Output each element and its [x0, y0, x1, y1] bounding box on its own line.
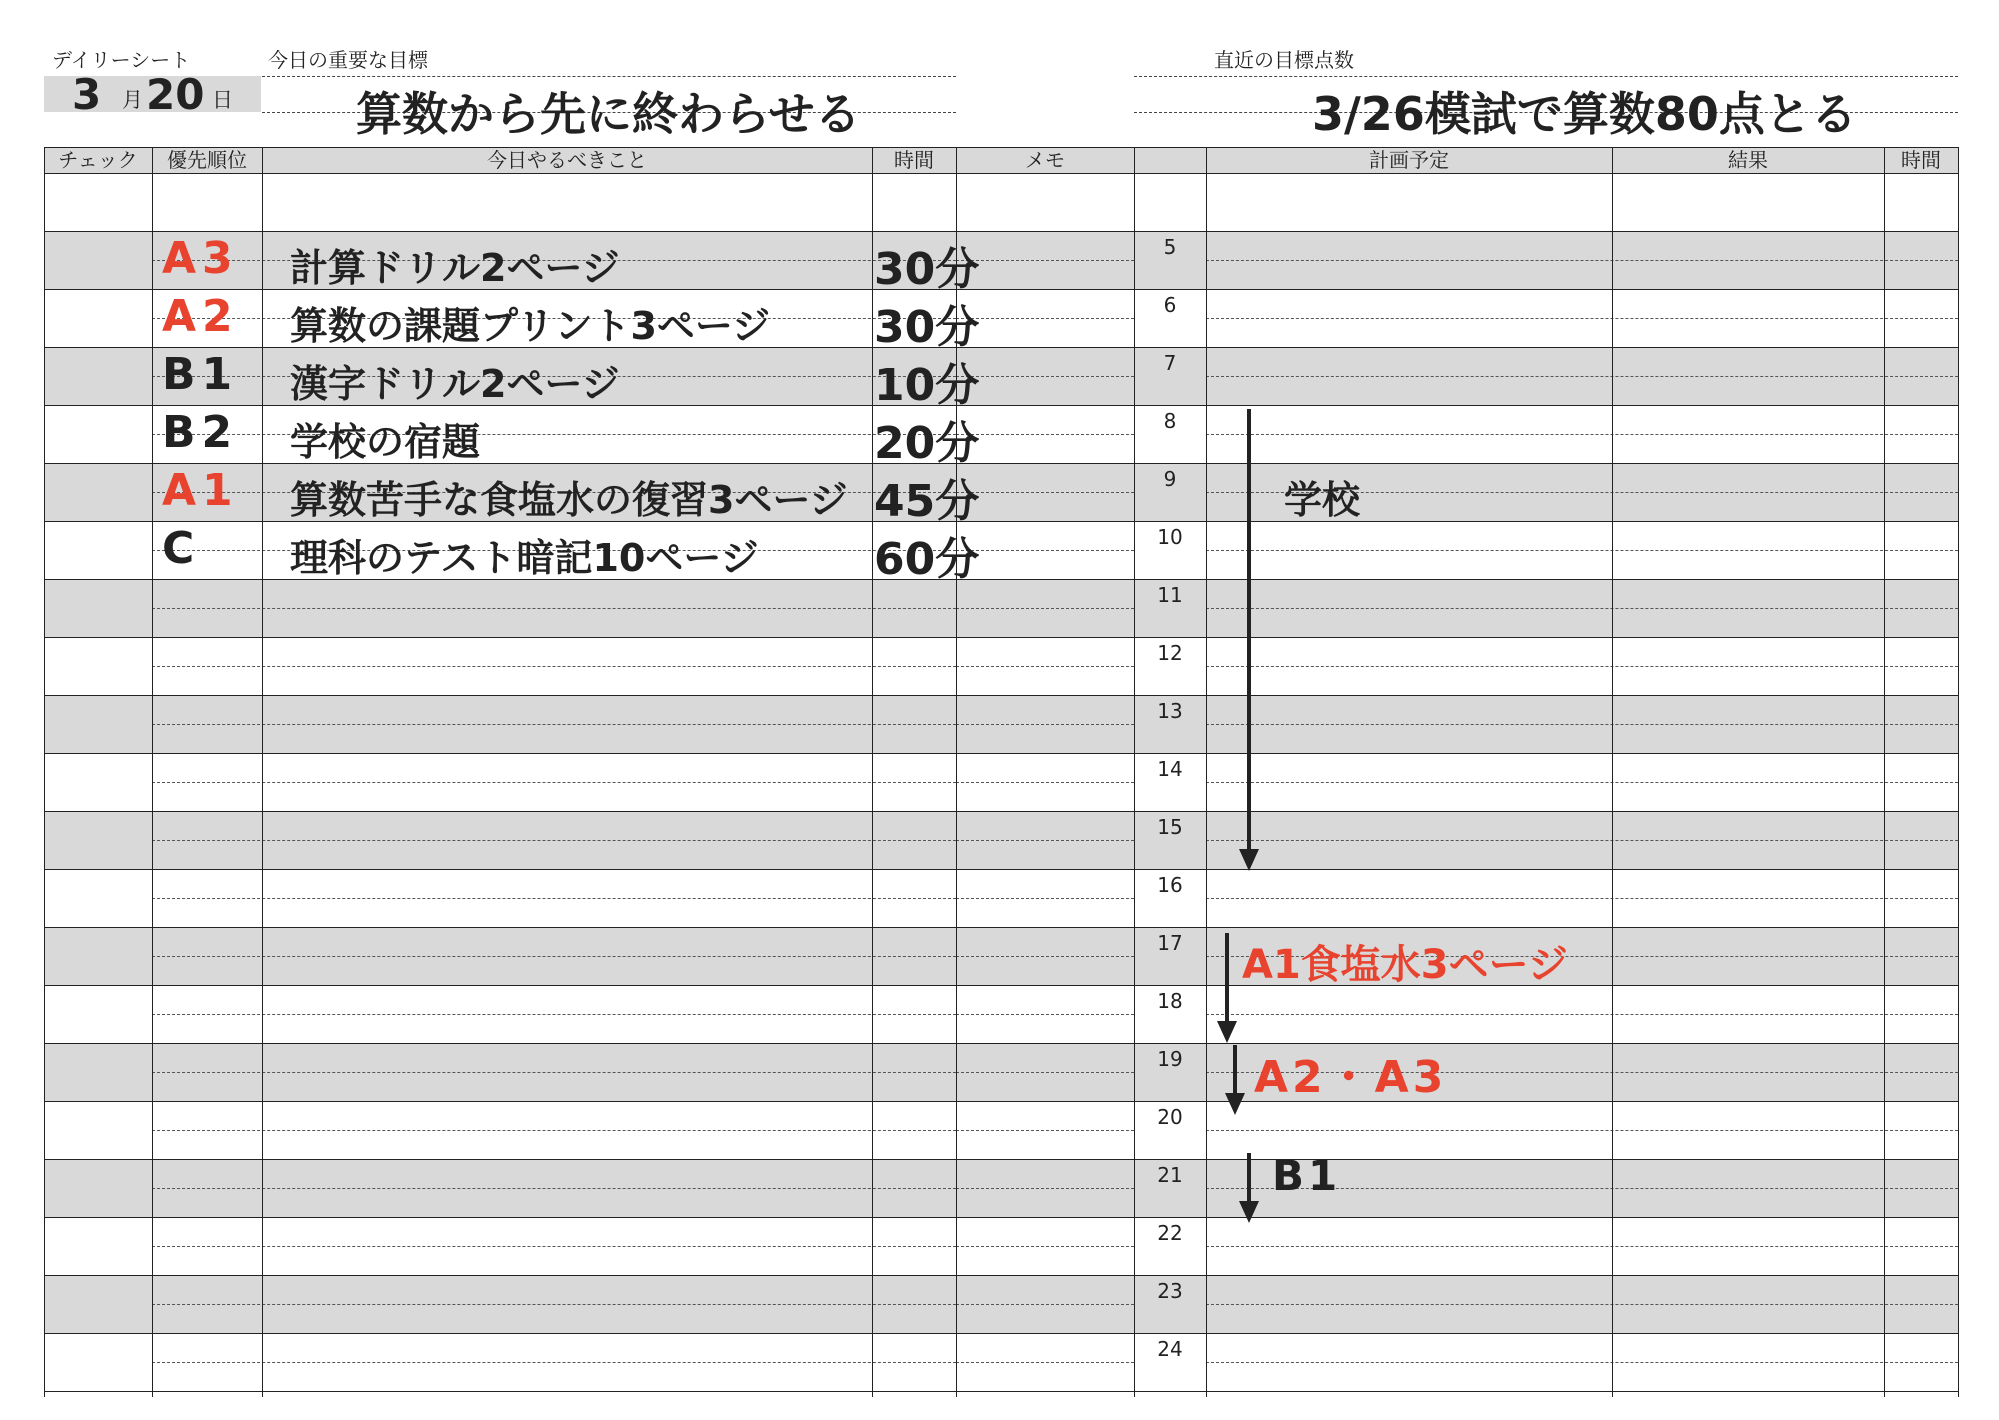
task-priority[interactable]: B1 [162, 349, 239, 400]
ruled-line [152, 434, 956, 435]
task-priority[interactable]: A2 [162, 291, 239, 342]
task-time[interactable]: 30分 [874, 244, 980, 295]
ruled-line [1206, 318, 1958, 319]
column-divider [262, 147, 263, 1397]
row-divider [44, 695, 1958, 696]
table-row [44, 173, 1958, 231]
ruled-line [1206, 782, 1958, 783]
sheet-label: デイリーシート [52, 48, 191, 72]
row-divider [44, 1391, 1958, 1392]
ruled-line [956, 260, 1134, 261]
hour-label: 12 [1157, 641, 1183, 665]
ruled-line [1206, 840, 1958, 841]
hour-label: 17 [1157, 931, 1183, 955]
target-text[interactable]: 3/26模試で算数80点とる [1312, 87, 1857, 141]
ruled-line [1206, 1130, 1958, 1131]
hour-label: 10 [1157, 525, 1183, 549]
col-header-todo: 今日やるべきこと [487, 148, 647, 172]
column-divider [1958, 147, 1959, 1397]
column-divider [1884, 147, 1885, 1397]
plan-a1[interactable]: A1食塩水3ページ [1242, 942, 1568, 988]
task-text[interactable]: 理科のテスト暗記10ページ [290, 536, 759, 580]
hour-label: 24 [1157, 1337, 1183, 1361]
col-header-plan: 計画予定 [1369, 148, 1449, 172]
plan-b1[interactable]: B1 [1272, 1151, 1342, 1200]
hour-label: 18 [1157, 989, 1183, 1013]
column-divider [1206, 147, 1207, 1397]
row-divider [44, 1043, 1958, 1044]
task-text[interactable]: 算数の課題プリント3ページ [290, 304, 771, 348]
ruled-line [152, 1246, 956, 1247]
goal-text[interactable]: 算数から先に終わらせる [356, 87, 861, 141]
ruled-line [956, 1362, 1134, 1363]
row-divider [44, 1101, 1958, 1102]
ruled-line [1206, 724, 1958, 725]
ruled-line [152, 840, 956, 841]
ruled-line [152, 898, 956, 899]
task-priority[interactable]: A3 [162, 233, 239, 284]
ruled-line [956, 376, 1134, 377]
ruled-line [1206, 1362, 1958, 1363]
column-divider [1134, 147, 1135, 1397]
row-divider [44, 869, 1958, 870]
ruled-line [1206, 1304, 1958, 1305]
row-divider [44, 231, 1958, 232]
row-divider [44, 753, 1958, 754]
ruled-line [152, 666, 956, 667]
task-time[interactable]: 10分 [874, 360, 980, 411]
column-divider [1612, 147, 1613, 1397]
ruled-line [152, 1362, 956, 1363]
hour-label: 13 [1157, 699, 1183, 723]
b1-arrow [1234, 1153, 1264, 1225]
hour-label: 7 [1163, 351, 1177, 375]
column-divider [44, 147, 45, 1397]
col-header-check: チェック [58, 148, 138, 172]
table-top-border [44, 147, 1958, 148]
target-dotline-top [1134, 76, 1958, 77]
row-divider [44, 927, 1958, 928]
hour-label: 23 [1157, 1279, 1183, 1303]
day-unit: 日 [212, 88, 233, 112]
task-time[interactable]: 60分 [874, 534, 980, 585]
row-divider [44, 1217, 1958, 1218]
ruled-line [152, 1014, 956, 1015]
ruled-line [1206, 550, 1958, 551]
ruled-line [956, 724, 1134, 725]
ruled-line [152, 1188, 956, 1189]
task-time[interactable]: 30分 [874, 302, 980, 353]
ruled-line [1206, 434, 1958, 435]
month-unit: 月 [122, 88, 143, 112]
ruled-line [152, 1130, 956, 1131]
a2a3-arrow [1220, 1045, 1250, 1117]
ruled-line [152, 782, 956, 783]
ruled-line [1206, 1014, 1958, 1015]
ruled-line [152, 956, 956, 957]
ruled-line [956, 1072, 1134, 1073]
ruled-line [956, 1014, 1134, 1015]
ruled-line [956, 782, 1134, 783]
target-label: 直近の目標点数 [1214, 48, 1354, 72]
ruled-line [956, 898, 1134, 899]
month-value[interactable]: 3 [72, 70, 102, 119]
hour-label: 14 [1157, 757, 1183, 781]
task-text[interactable]: 漢字ドリル2ページ [290, 362, 620, 406]
hour-label: 22 [1157, 1221, 1183, 1245]
hour-label: 6 [1163, 293, 1177, 317]
hour-label: 19 [1157, 1047, 1183, 1071]
ruled-line [956, 956, 1134, 957]
a1-arrow [1212, 933, 1242, 1045]
plan-school[interactable]: 学校 [1284, 478, 1361, 522]
task-time[interactable]: 20分 [874, 418, 980, 469]
ruled-line [956, 1246, 1134, 1247]
plan-a2a3[interactable]: A2・A3 [1254, 1052, 1448, 1103]
task-time[interactable]: 45分 [874, 476, 980, 527]
ruled-line [956, 1304, 1134, 1305]
ruled-line [956, 666, 1134, 667]
ruled-line [152, 724, 956, 725]
column-divider [872, 147, 873, 1397]
row-divider [44, 985, 1958, 986]
ruled-line [152, 608, 956, 609]
ruled-line [956, 1188, 1134, 1189]
school-arrow [1234, 409, 1264, 874]
row-divider [44, 637, 1958, 638]
hour-label: 11 [1157, 583, 1183, 607]
hour-label: 16 [1157, 873, 1183, 897]
ruled-line [1206, 898, 1958, 899]
ruled-line [1206, 666, 1958, 667]
col-header-memo: メモ [1025, 148, 1065, 172]
goal-label: 今日の重要な目標 [268, 48, 428, 72]
ruled-line [956, 840, 1134, 841]
ruled-line [1206, 376, 1958, 377]
task-text[interactable]: 計算ドリル2ページ [290, 246, 620, 290]
ruled-line [152, 1304, 956, 1305]
goal-dotline-top [262, 76, 956, 77]
task-priority[interactable]: A1 [162, 465, 239, 516]
row-divider [44, 811, 1958, 812]
task-text[interactable]: 学校の宿題 [290, 420, 481, 464]
col-header-time2: 時間 [1901, 148, 1941, 172]
ruled-line [1206, 1246, 1958, 1247]
row-divider [44, 1275, 1958, 1276]
task-priority[interactable]: C [162, 523, 201, 574]
ruled-line [956, 318, 1134, 319]
col-header-priority: 優先順位 [167, 148, 247, 172]
hour-label: 5 [1163, 235, 1177, 259]
ruled-line [956, 434, 1134, 435]
hour-label: 8 [1163, 409, 1177, 433]
row-divider [44, 1333, 1958, 1334]
col-header-hour [1134, 147, 1206, 173]
task-priority[interactable]: B2 [162, 407, 239, 458]
column-divider [152, 147, 153, 1397]
daily-sheet-table [44, 147, 1958, 1397]
hour-label: 9 [1163, 467, 1177, 491]
ruled-line [956, 608, 1134, 609]
hour-label: 20 [1157, 1105, 1183, 1129]
hour-label: 15 [1157, 815, 1183, 839]
col-header-result: 結果 [1728, 148, 1768, 172]
task-text[interactable]: 算数苦手な食塩水の復習3ページ [290, 478, 848, 522]
ruled-line [152, 1072, 956, 1073]
row-divider [44, 1159, 1958, 1160]
ruled-line [1206, 260, 1958, 261]
ruled-line [956, 492, 1134, 493]
hour-label: 21 [1157, 1163, 1183, 1187]
ruled-line [1206, 608, 1958, 609]
day-value[interactable]: 20 [146, 70, 205, 119]
col-header-time: 時間 [894, 148, 934, 172]
row-divider [44, 173, 1958, 174]
ruled-line [956, 550, 1134, 551]
ruled-line [956, 1130, 1134, 1131]
